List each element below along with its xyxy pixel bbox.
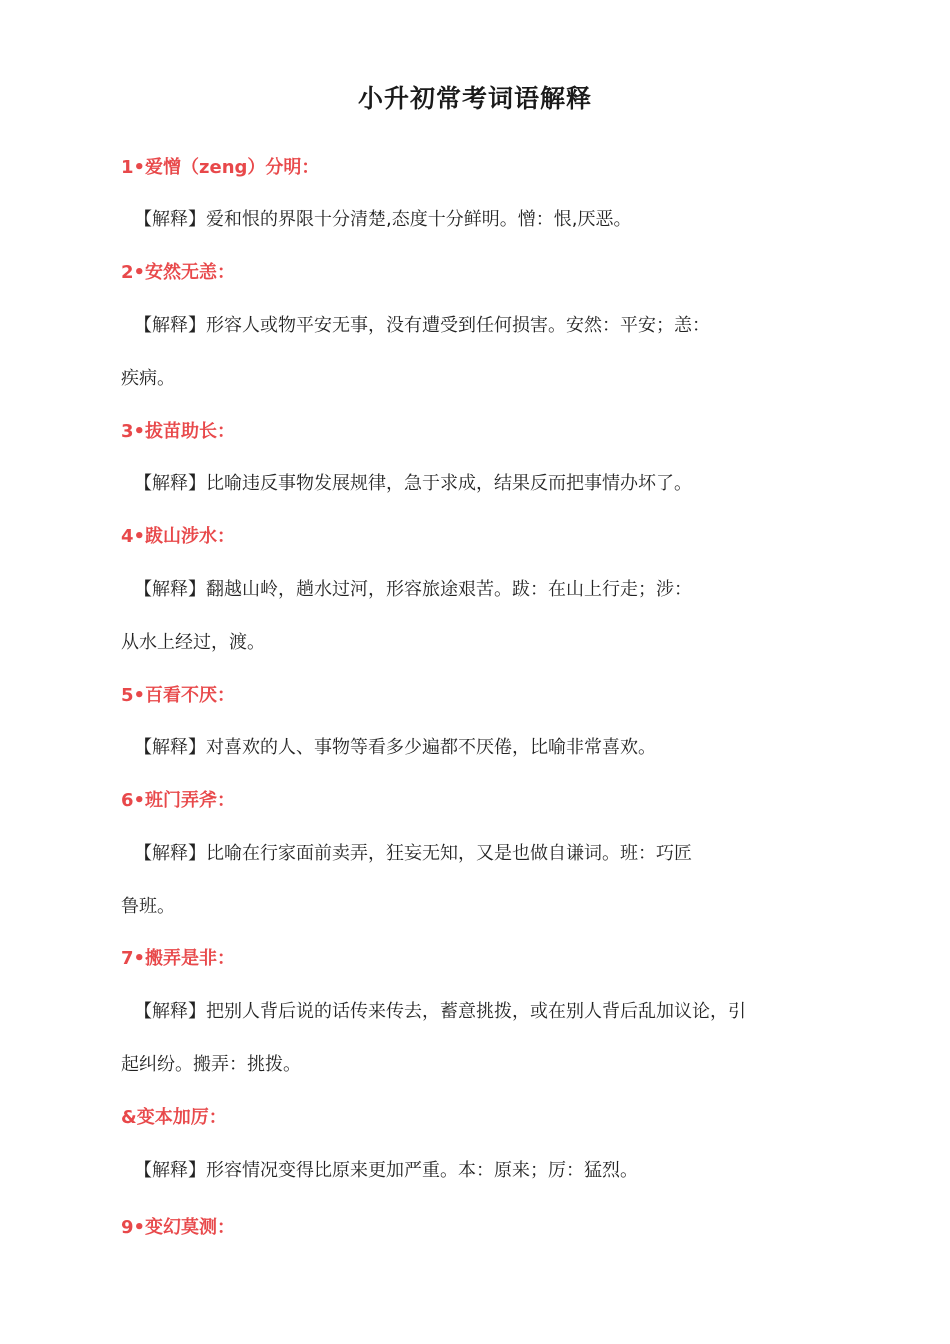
term-heading: 6•班门弄斧： (121, 790, 236, 811)
explanation-line: 【解释】爱和恨的界限十分清楚,态度十分鲜明。憎：恨,厌恶。 (134, 209, 632, 230)
explanation-line: 【解释】比喻在行家面前卖弄，狂妄无知，又是也做自谦词。班：巧匠 (134, 843, 692, 864)
term-heading: 4•跋山涉水： (121, 526, 236, 547)
term-heading: 1•爱憎（zeng）分明： (121, 157, 320, 178)
explanation-line: 疾病。 (121, 368, 175, 389)
explanation-line: 【解释】形容人或物平安无事，没有遭受到任何损害。安然：平安；恙： (134, 315, 710, 336)
explanation-line: 【解释】把别人背后说的话传来传去，蓄意挑拨，或在别人背后乱加议论，引 (134, 1001, 746, 1022)
term-heading: &变本加厉： (121, 1107, 227, 1128)
explanation-line: 起纠纷。搬弄：挑拨。 (121, 1054, 301, 1075)
term-heading: 5•百看不厌： (121, 685, 236, 706)
explanation-line: 【解释】形容情况变得比原来更加严重。本：原来；厉：猛烈。 (134, 1160, 638, 1181)
term-heading: 3•拔苗助长： (121, 421, 236, 442)
explanation-line: 鲁班。 (121, 896, 175, 917)
explanation-line: 【解释】翻越山岭，趟水过河，形容旅途艰苦。跋：在山上行走；涉： (134, 579, 692, 600)
explanation-line: 【解释】比喻违反事物发展规律，急于求成，结果反而把事情办坏了。 (134, 473, 692, 494)
explanation-line: 【解释】对喜欢的人、事物等看多少遍都不厌倦，比喻非常喜欢。 (134, 737, 656, 758)
term-heading: 7•搬弄是非： (121, 948, 236, 969)
term-heading: 2•安然无恙： (121, 262, 236, 283)
term-heading: 9•变幻莫测： (121, 1217, 236, 1238)
page-title: 小升初常考词语解释 (357, 84, 592, 113)
explanation-line: 从水上经过，渡。 (121, 632, 265, 653)
